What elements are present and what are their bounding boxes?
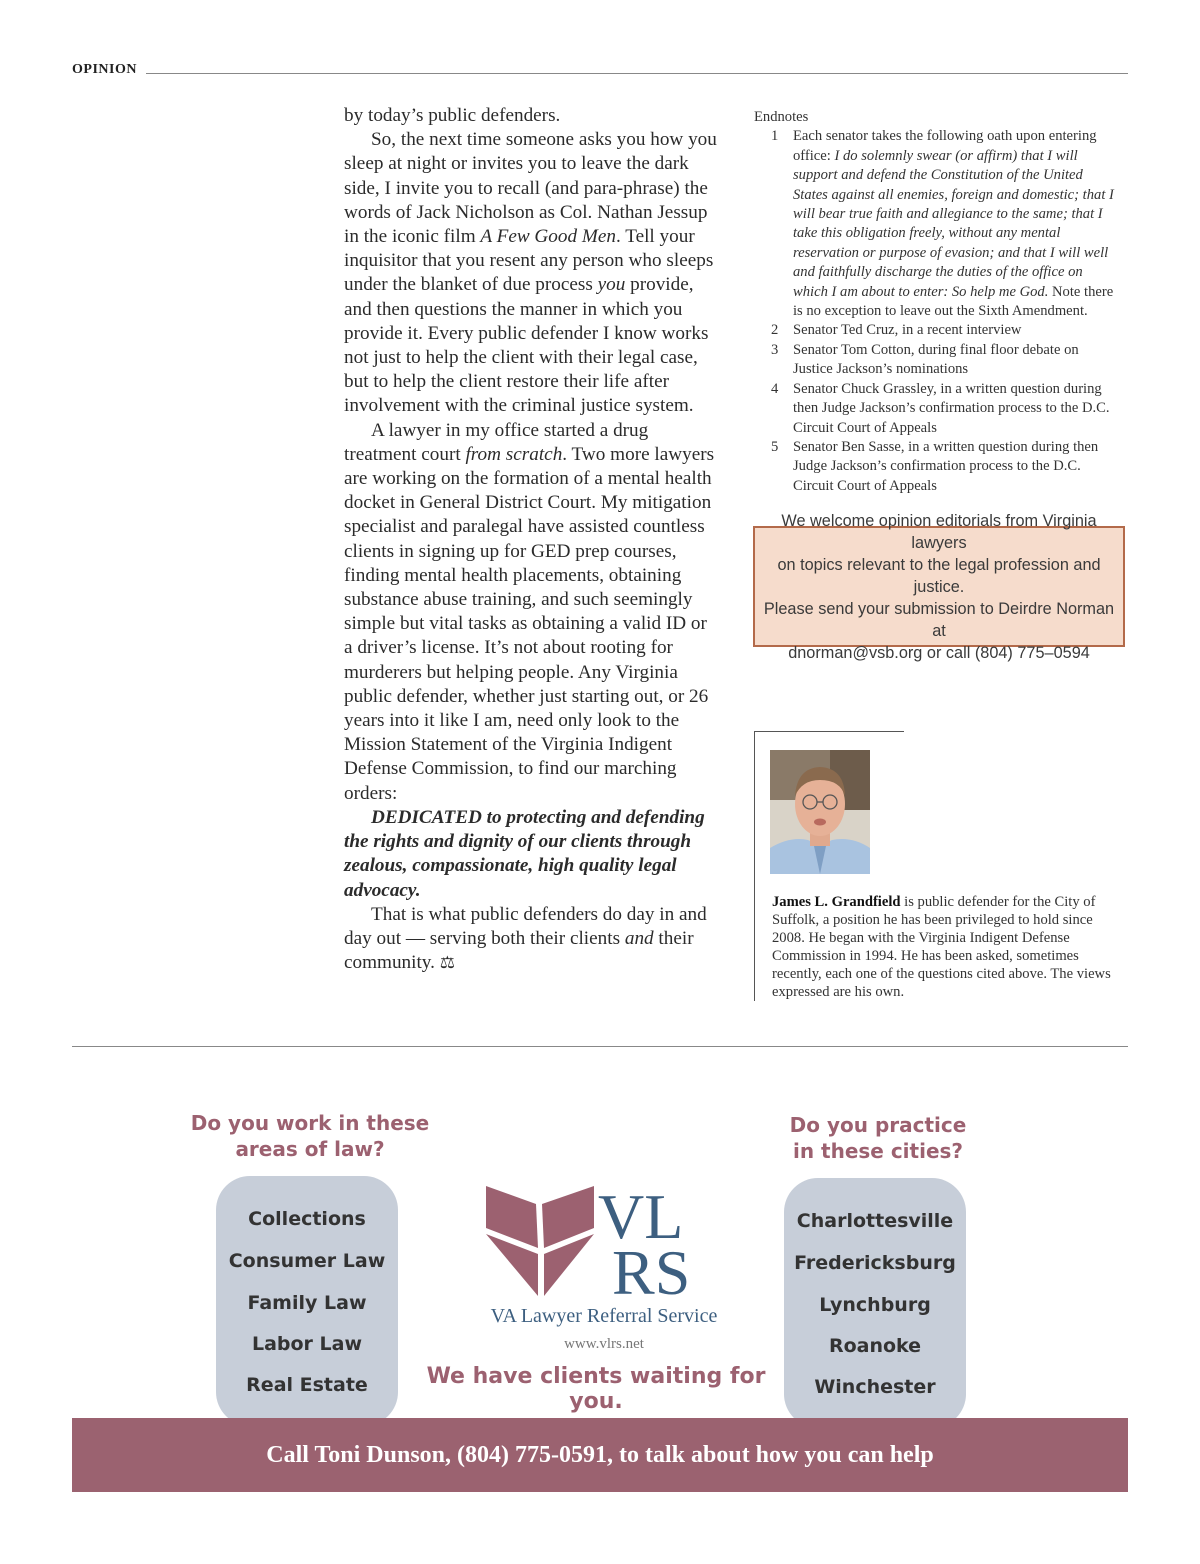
bio-frame (754, 731, 904, 732)
vlrs-tagline: We have clients waiting for you. (426, 1364, 766, 1414)
article-body (344, 104, 719, 975)
vlrs-logo (482, 1182, 702, 1302)
oath-text: I do solemnly swear (or affirm) that I will support and defend the Constitution of the United States against all enemies, foreign and domestic; that I will bear true faith and allegiance to the same; that I take this obligation freely, without any mental reservation or purpose of evasion; and that I will well and faithfully discharge the duties of the office on which I am about to enter: So help me God. (793, 147, 1114, 300)
scales-icon: ⚖ (439, 953, 455, 973)
cities-list (784, 1178, 966, 1428)
vlrs-advertisement[interactable] (72, 1098, 1128, 1492)
author-photo (770, 750, 870, 874)
vlrs-url[interactable]: www.vlrs.net (564, 1336, 644, 1352)
call-banner: Call Toni Dunson, (804) 775-0591, to talk about how you can help (72, 1418, 1128, 1492)
endnote: 5 Senator Ben Sasse, in a written question during then Judge Jackson’s confirmation process to the D.C. Circuit Court of Appeals (771, 438, 1099, 494)
bottom-rule (72, 1046, 1128, 1047)
city-item: Charlottesville (796, 1210, 954, 1232)
endnote: 1 Each senator takes the following oath upon entering office: I do solemnly swear (or affirm) that I will support and defend the Constitution of the United States against all enemies, foreign and domestic; that I will bear true faith and allegiance to the same; that I take this obligation freely, without any mental reservation or purpose of evasion; and that I will well and faithfully discharge the duties of the office on which I am about to enter: So help me God. Note there is no exception to leave out the Sixth Amendment. (771, 128, 1114, 320)
area-item: Consumer Law (228, 1250, 386, 1272)
bio-frame (754, 731, 755, 1001)
area-item: Real Estate (246, 1374, 368, 1396)
area-item: Collections (248, 1208, 366, 1230)
areas-list (216, 1176, 398, 1426)
cities-question: Do you practice in these cities? (789, 1113, 967, 1163)
film-title: A Few Good Men (480, 226, 616, 248)
heart-icon (486, 1186, 594, 1296)
article-paragraph: So, the next time someone asks you how you sleep at night or invites you to leave the dark side, I invite you to recall (and para-phrase) the words of Jack Nicholson as Col. Nathan Jessup in the iconic film A Few Good Men. Tell your inquisitor that you resent any person who sleeps under the blanket of due process you provide, and then questions the manner in which you provide it. Every public defender I know works not just to help the client with their legal case, but to help the client restore their life after involvement with the criminal justice system. (344, 129, 717, 417)
article-paragraph: A lawyer in my office started a drug treatment court from scratch. Two more lawyers are working on the formation of a mental health docket in General District Court. My mitigation specialist and paralegal have assisted countless clients in signing up for GED prep courses, finding mental health placements, obtaining substance abuse training, and such seemingly simple but vital tasks as obtaining a valid ID or a driver’s license. It’s not about rooting for murderers but helping people. Any Virginia public defender, whether just starting out, or 26 years into it like I am, need only look to the Mission Statement of the Virginia Indigent Defense Commission, to find our marching orders: (344, 419, 715, 804)
author-bio: James L. Grandfield is public defender for the City of Suffolk, a position he has been privileged to hold since 2008. He began with the Virginia Indigent Defense Commission in 1994. He has been asked, sometimes recently, each one of the questions cited above. The views expressed are his own. (772, 894, 1111, 1001)
endnote: 3 Senator Tom Cotton, during final floor debate on Justice Jackson’s nominations (771, 341, 1079, 378)
city-item: Lynchburg (819, 1294, 931, 1316)
submission-box: We welcome opinion editorials from Virginia lawyers on topics relevant to the legal profession and justice. Please send your submission to Deirdre Norman at dnorman@vsb.org or call (804) 775–0594 (753, 526, 1125, 647)
city-item: Winchester (814, 1376, 936, 1398)
area-item: Family Law (247, 1292, 367, 1314)
logo-vl: VL (598, 1182, 684, 1252)
endnotes (754, 108, 1114, 496)
contact-line[interactable]: dnorman@vsb.org or call (804) 775–0594 (788, 643, 1090, 662)
logo-rs: RS (612, 1237, 691, 1302)
vlrs-name: VA Lawyer Referral Service (490, 1305, 718, 1327)
areas-question: Do you work in these areas of law? (190, 1111, 430, 1161)
city-item: Fredericksburg (794, 1252, 956, 1274)
article-paragraph: by today’s public defenders. (344, 105, 561, 126)
author-name: James L. Grandfield (772, 894, 901, 910)
header-rule (146, 73, 1128, 74)
endnote: 4 Senator Chuck Grassley, in a written question during then Judge Jackson’s confirmation process to the D.C. Circuit Court of Appeals (771, 380, 1110, 436)
section-label: OPINION (72, 62, 137, 77)
area-item: Labor Law (251, 1333, 363, 1355)
author-portrait (770, 750, 870, 874)
endnote: 2 Senator Ted Cruz, in a recent interview (771, 322, 1022, 339)
mission-statement: DEDICATED to protecting and defending the rights and dignity of our clients through zealous, compassionate, high quality legal advocacy. (344, 806, 705, 901)
city-item: Roanoke (828, 1335, 922, 1357)
endnotes-title: Endnotes (754, 109, 809, 125)
article-paragraph: That is what public defenders do day in and day out — serving both their clients and their community. ⚖ (344, 903, 707, 974)
